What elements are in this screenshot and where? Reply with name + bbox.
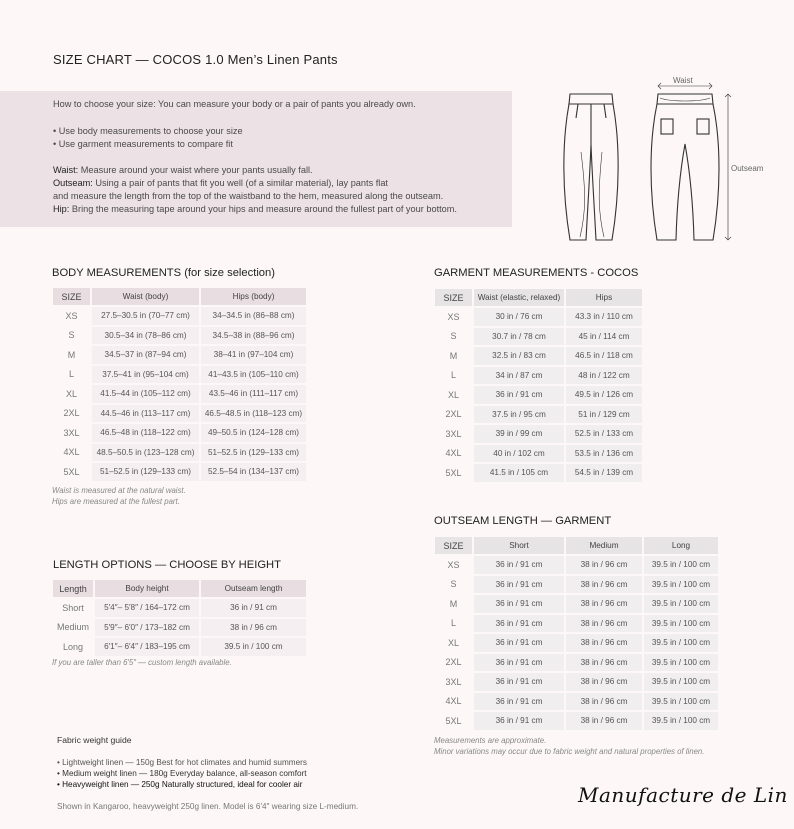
table-cell: 32.5 in / 83 cm [474, 347, 564, 365]
table-row [435, 425, 642, 443]
table-row [53, 424, 306, 442]
table-cell: 51–52.5 in (129–133 cm) [92, 463, 199, 481]
garment-measurements-title: GARMENT MEASUREMENTS - COCOS [434, 267, 639, 279]
table-row [53, 385, 306, 403]
row-label: 2XL [63, 408, 80, 419]
table-cell: 38 in / 96 cm [566, 712, 642, 730]
table-row [53, 619, 306, 637]
row-label: S [68, 330, 75, 341]
row-label: L [68, 369, 74, 380]
table-cell: 5′9″– 6′0″ / 173–182 cm [95, 619, 199, 637]
table-row [435, 556, 718, 574]
body-measurements-table [51, 286, 308, 483]
table-cell: 38 in / 96 cm [566, 673, 642, 691]
outseam-instruction-cont: and measure the length from the top of the waistband to the hem, measured along the outseam. [53, 191, 444, 201]
table-row [435, 445, 642, 463]
table-cell: 38 in / 96 cm [201, 619, 306, 637]
row-label: M [449, 350, 458, 361]
table-cell: 36 in / 91 cm [474, 595, 564, 613]
header-short: Short [474, 537, 564, 554]
table-cell: 39.5 in / 100 cm [644, 615, 718, 633]
table-row [435, 328, 642, 346]
table-row [435, 693, 718, 711]
table-row [435, 595, 718, 613]
row-label: 3XL [445, 428, 462, 439]
outseam-text: Using a pair of pants that fit you well (of a similar material), lay pants flat [95, 178, 388, 188]
outseam-length-title: OUTSEAM LENGTH — GARMENT [434, 515, 612, 527]
header-long: Long [644, 537, 718, 554]
table-cell: 37.5 in / 95 cm [474, 406, 564, 424]
table-cell: 46.5–48 in (118–122 cm) [92, 424, 199, 442]
table-row [53, 599, 306, 617]
table-row [53, 327, 306, 345]
header-size: SIZE [435, 289, 472, 306]
table-row [435, 654, 718, 672]
table-cell: 36 in / 91 cm [474, 615, 564, 633]
fabric-line-light: • Lightweight linen — 150g Best for hot climates and humid summers [57, 758, 307, 767]
table-row [435, 464, 642, 482]
table-cell: 48.5–50.5 in (123–128 cm) [92, 444, 199, 462]
table-cell: 38 in / 96 cm [566, 634, 642, 652]
table-row [435, 712, 718, 730]
row-label: L [450, 370, 456, 381]
table-cell: 38 in / 96 cm [566, 556, 642, 574]
table-cell: 37.5–41 in (95–104 cm) [92, 366, 199, 384]
table-cell: 6′1″– 6′4″ / 183–195 cm [95, 638, 199, 656]
table-row [53, 444, 306, 462]
header-length: Length [53, 580, 93, 597]
table-cell: 5′4″– 5′8″ / 164–172 cm [95, 599, 199, 617]
howto-bullet: • Use body measurements to choose your size [53, 126, 243, 136]
table-row [53, 346, 306, 364]
table-cell: 36 in / 91 cm [474, 634, 564, 652]
brand-signature: Manufacture de Lin [578, 783, 788, 807]
body-measurements-title: BODY MEASUREMENTS (for size selection) [52, 267, 275, 279]
row-label: 5XL [63, 466, 80, 477]
table-cell: 39.5 in / 100 cm [644, 673, 718, 691]
how-to-box [0, 91, 512, 227]
row-label: S [450, 331, 457, 342]
table-cell: 30.7 in / 78 cm [474, 328, 564, 346]
table-cell: 34 in / 87 cm [474, 367, 564, 385]
table-cell: 43.5–46 in (111–117 cm) [201, 385, 306, 403]
table-cell: 49.5 in / 126 cm [566, 386, 642, 404]
row-label: XL [65, 388, 77, 399]
row-label: Medium [56, 622, 89, 633]
table-row [435, 576, 718, 594]
table-cell: 54.5 in / 139 cm [566, 464, 642, 482]
row-label: 5XL [445, 467, 462, 478]
outseam-length-table [433, 535, 720, 732]
outseam-note-variation: Minor variations may occur due to fabric weight and natural properties of linen. [434, 747, 705, 756]
table-cell: 36 in / 91 cm [201, 599, 306, 617]
table-cell: 30.5–34 in (78–86 cm) [92, 327, 199, 345]
table-cell: 52.5–54 in (134–137 cm) [201, 463, 306, 481]
outseam-note-approx: Measurements are approximate. [434, 736, 547, 745]
table-cell: 36 in / 91 cm [474, 693, 564, 711]
table-cell: 30 in / 76 cm [474, 308, 564, 326]
table-row [53, 463, 306, 481]
table-cell: 39.5 in / 100 cm [644, 712, 718, 730]
header-hips: Hips [566, 289, 642, 306]
table-cell: 38 in / 96 cm [566, 693, 642, 711]
table-cell: 39.5 in / 100 cm [201, 638, 306, 656]
table-row [435, 347, 642, 365]
table-cell: 52.5 in / 133 cm [566, 425, 642, 443]
header-body-height: Body height [95, 580, 199, 597]
table-row [53, 638, 306, 656]
table-row [435, 673, 718, 691]
table-cell: 51–52.5 in (129–133 cm) [201, 444, 306, 462]
row-label: XL [447, 389, 459, 400]
table-cell: 41–43.5 in (105–110 cm) [201, 366, 306, 384]
table-cell: 43.3 in / 110 cm [566, 308, 642, 326]
row-label: XL [447, 637, 459, 648]
body-note-waist: Waist is measured at the natural waist. [52, 486, 186, 495]
table-cell: 36 in / 91 cm [474, 576, 564, 594]
table-row [53, 307, 306, 325]
table-cell: 39.5 in / 100 cm [644, 576, 718, 594]
table-cell: 39 in / 99 cm [474, 425, 564, 443]
table-cell: 44.5–46 in (113–117 cm) [92, 405, 199, 423]
hip-text: Bring the measuring tape around your hips and measure around the fullest part of your bottom. [71, 204, 457, 214]
header-size: SIZE [435, 537, 472, 554]
row-label: 4XL [63, 447, 80, 458]
row-label: 5XL [445, 715, 462, 726]
row-label: 2XL [445, 409, 462, 420]
table-cell: 51 in / 129 cm [566, 406, 642, 424]
row-label: L [450, 618, 456, 629]
length-note: If you are taller than 6′5″ — custom length available. [52, 658, 232, 667]
table-cell: 39.5 in / 100 cm [644, 634, 718, 652]
table-cell: 45 in / 114 cm [566, 328, 642, 346]
garment-measurements-table [433, 287, 644, 484]
table-cell: 39.5 in / 100 cm [644, 693, 718, 711]
fabric-guide-title: Fabric weight guide [57, 735, 132, 745]
row-label: XS [65, 310, 78, 321]
outseam-label: Outseam: [53, 178, 93, 188]
table-cell: 49–50.5 in (124–128 cm) [201, 424, 306, 442]
body-note-hips: Hips are measured at the fullest part. [52, 497, 180, 506]
table-cell: 36 in / 91 cm [474, 386, 564, 404]
table-cell: 36 in / 91 cm [474, 673, 564, 691]
diagram-outseam-label: Outseam [731, 164, 764, 173]
waist-text: Measure around your waist where your pants usually fall. [80, 165, 313, 175]
howto-lead-text: You can measure your body or a pair of pants you already own. [158, 99, 416, 109]
table-cell: 39.5 in / 100 cm [644, 556, 718, 574]
table-row [435, 367, 642, 385]
header-waist: Waist (elastic, relaxed) [474, 289, 564, 306]
header-hips: Hips (body) [201, 288, 306, 305]
table-cell: 38 in / 96 cm [566, 615, 642, 633]
waist-label: Waist: [53, 165, 79, 175]
fabric-line-medium: • Medium weight linen — 180g Everyday balance, all-season comfort [57, 769, 307, 778]
table-cell: 38–41 in (97–104 cm) [201, 346, 306, 364]
row-label: Long [62, 641, 84, 652]
table-cell: 34–34.5 in (86–88 cm) [201, 307, 306, 325]
table-cell: 39.5 in / 100 cm [644, 595, 718, 613]
table-cell: 41.5–44 in (105–112 cm) [92, 385, 199, 403]
front-waistband [569, 94, 613, 104]
howto-lead [53, 99, 416, 109]
howto-lead-label: How to choose your size: [53, 99, 156, 109]
table-cell: 38 in / 96 cm [566, 595, 642, 613]
shown-in-note: Shown in Kangaroo, heavyweight 250g linen. Model is 6′4″ wearing size L-medium. [57, 802, 359, 811]
row-label: M [67, 349, 76, 360]
row-label: 2XL [445, 657, 462, 668]
row-label: 3XL [63, 427, 80, 438]
back-waistband [657, 94, 713, 104]
table-cell: 34.5–38 in (88–96 cm) [201, 327, 306, 345]
howto-bullet: • Use garment measurements to compare fit [53, 139, 233, 149]
header-outseam-length: Outseam length [201, 580, 306, 597]
hip-instruction [53, 204, 457, 214]
table-cell: 27.5–30.5 in (70–77 cm) [92, 307, 199, 325]
table-cell: 46.5 in / 118 cm [566, 347, 642, 365]
header-waist: Waist (body) [92, 288, 199, 305]
table-row [53, 366, 306, 384]
table-cell: 34.5–37 in (87–94 cm) [92, 346, 199, 364]
row-label: S [450, 579, 457, 590]
table-cell: 36 in / 91 cm [474, 556, 564, 574]
fabric-line-heavy: • Heavyweight linen — 250g Naturally structured, ideal for cooler air [57, 780, 303, 789]
table-cell: 38 in / 96 cm [566, 654, 642, 672]
header-medium: Medium [566, 537, 642, 554]
table-cell: 36 in / 91 cm [474, 654, 564, 672]
table-cell: 48 in / 122 cm [566, 367, 642, 385]
table-cell: 40 in / 102 cm [474, 445, 564, 463]
pants-diagram [556, 72, 776, 247]
table-row [435, 634, 718, 652]
row-label: XS [447, 311, 460, 322]
diagram-waist-label: Waist [673, 76, 693, 85]
header-size: SIZE [53, 288, 90, 305]
table-row [53, 405, 306, 423]
length-options-title: LENGTH OPTIONS — CHOOSE BY HEIGHT [53, 559, 281, 571]
row-label: 4XL [445, 448, 462, 459]
row-label: 4XL [445, 696, 462, 707]
table-cell: 39.5 in / 100 cm [644, 654, 718, 672]
waist-instruction [53, 165, 313, 175]
table-row [435, 406, 642, 424]
table-row [435, 615, 718, 633]
table-cell: 53.5 in / 136 cm [566, 445, 642, 463]
row-label: 3XL [445, 676, 462, 687]
row-label: XS [447, 559, 460, 570]
table-cell: 46.5–48.5 in (118–123 cm) [201, 405, 306, 423]
hip-label: Hip: [53, 204, 70, 214]
outseam-instruction [53, 178, 388, 188]
table-cell: 36 in / 91 cm [474, 712, 564, 730]
table-cell: 38 in / 96 cm [566, 576, 642, 594]
table-cell: 41.5 in / 105 cm [474, 464, 564, 482]
table-row [435, 386, 642, 404]
page-title: SIZE CHART — COCOS 1.0 Men’s Linen Pants [53, 52, 338, 67]
row-label: Short [62, 602, 84, 613]
table-row [435, 308, 642, 326]
row-label: M [449, 598, 458, 609]
length-options-table [51, 578, 308, 658]
